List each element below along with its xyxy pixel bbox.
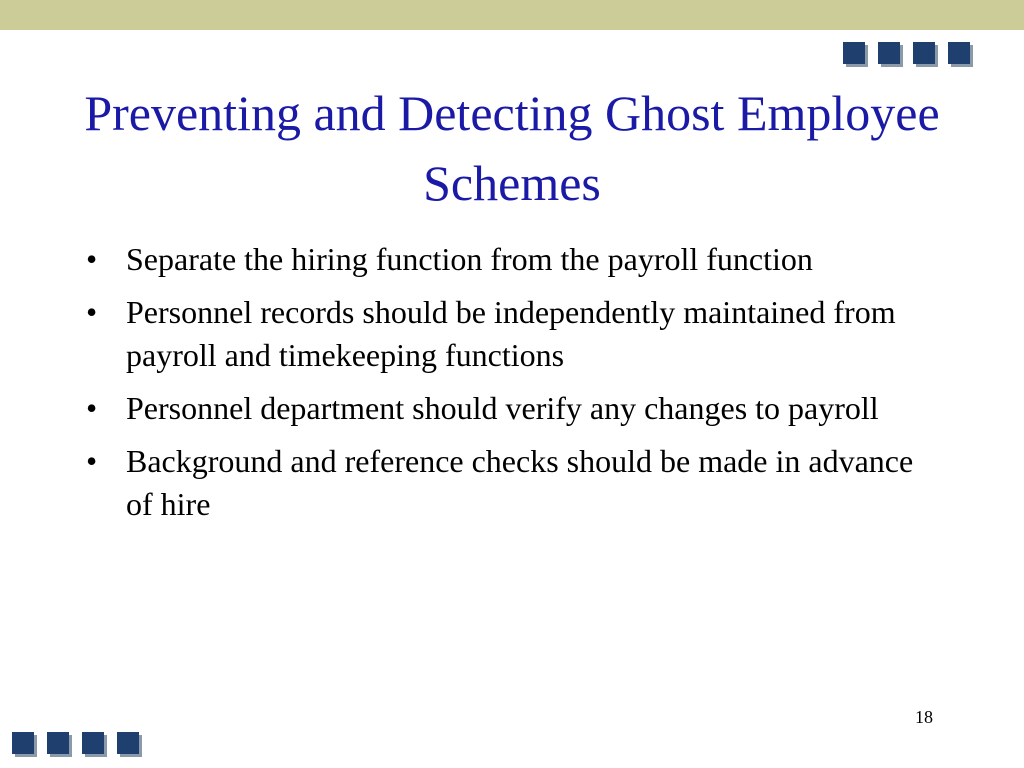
slide-title: Preventing and Detecting Ghost Employee Schemes: [84, 85, 940, 211]
bullet-item: [84, 387, 944, 430]
decor-square: [12, 732, 34, 754]
decor-square: [47, 732, 69, 754]
bullet-item: [84, 238, 944, 281]
bullet-text: Personnel department should verify any changes to payroll: [126, 390, 879, 426]
top-square-decoration: [843, 42, 970, 64]
bullet-item: [84, 440, 944, 526]
bullet-text: Personnel records should be independently maintained from payroll and timekeeping functions: [126, 294, 896, 373]
decor-square: [82, 732, 104, 754]
top-decorative-band: [0, 0, 1024, 30]
decor-square: [913, 42, 935, 64]
bullet-text: Background and reference checks should be made in advance of hire: [126, 443, 914, 522]
decor-square: [878, 42, 900, 64]
bullet-marker: •: [86, 294, 98, 330]
decor-square: [843, 42, 865, 64]
bullet-marker: •: [86, 390, 98, 426]
bullet-text: Separate the hiring function from the payroll function: [126, 241, 813, 277]
bullet-marker: •: [86, 443, 98, 479]
decor-square: [948, 42, 970, 64]
page-number: 18: [915, 707, 933, 727]
bullet-list: [84, 238, 944, 536]
bullet-item: [84, 291, 944, 377]
decor-square: [117, 732, 139, 754]
bottom-square-decoration: [12, 732, 139, 754]
bullet-marker: •: [86, 241, 98, 277]
